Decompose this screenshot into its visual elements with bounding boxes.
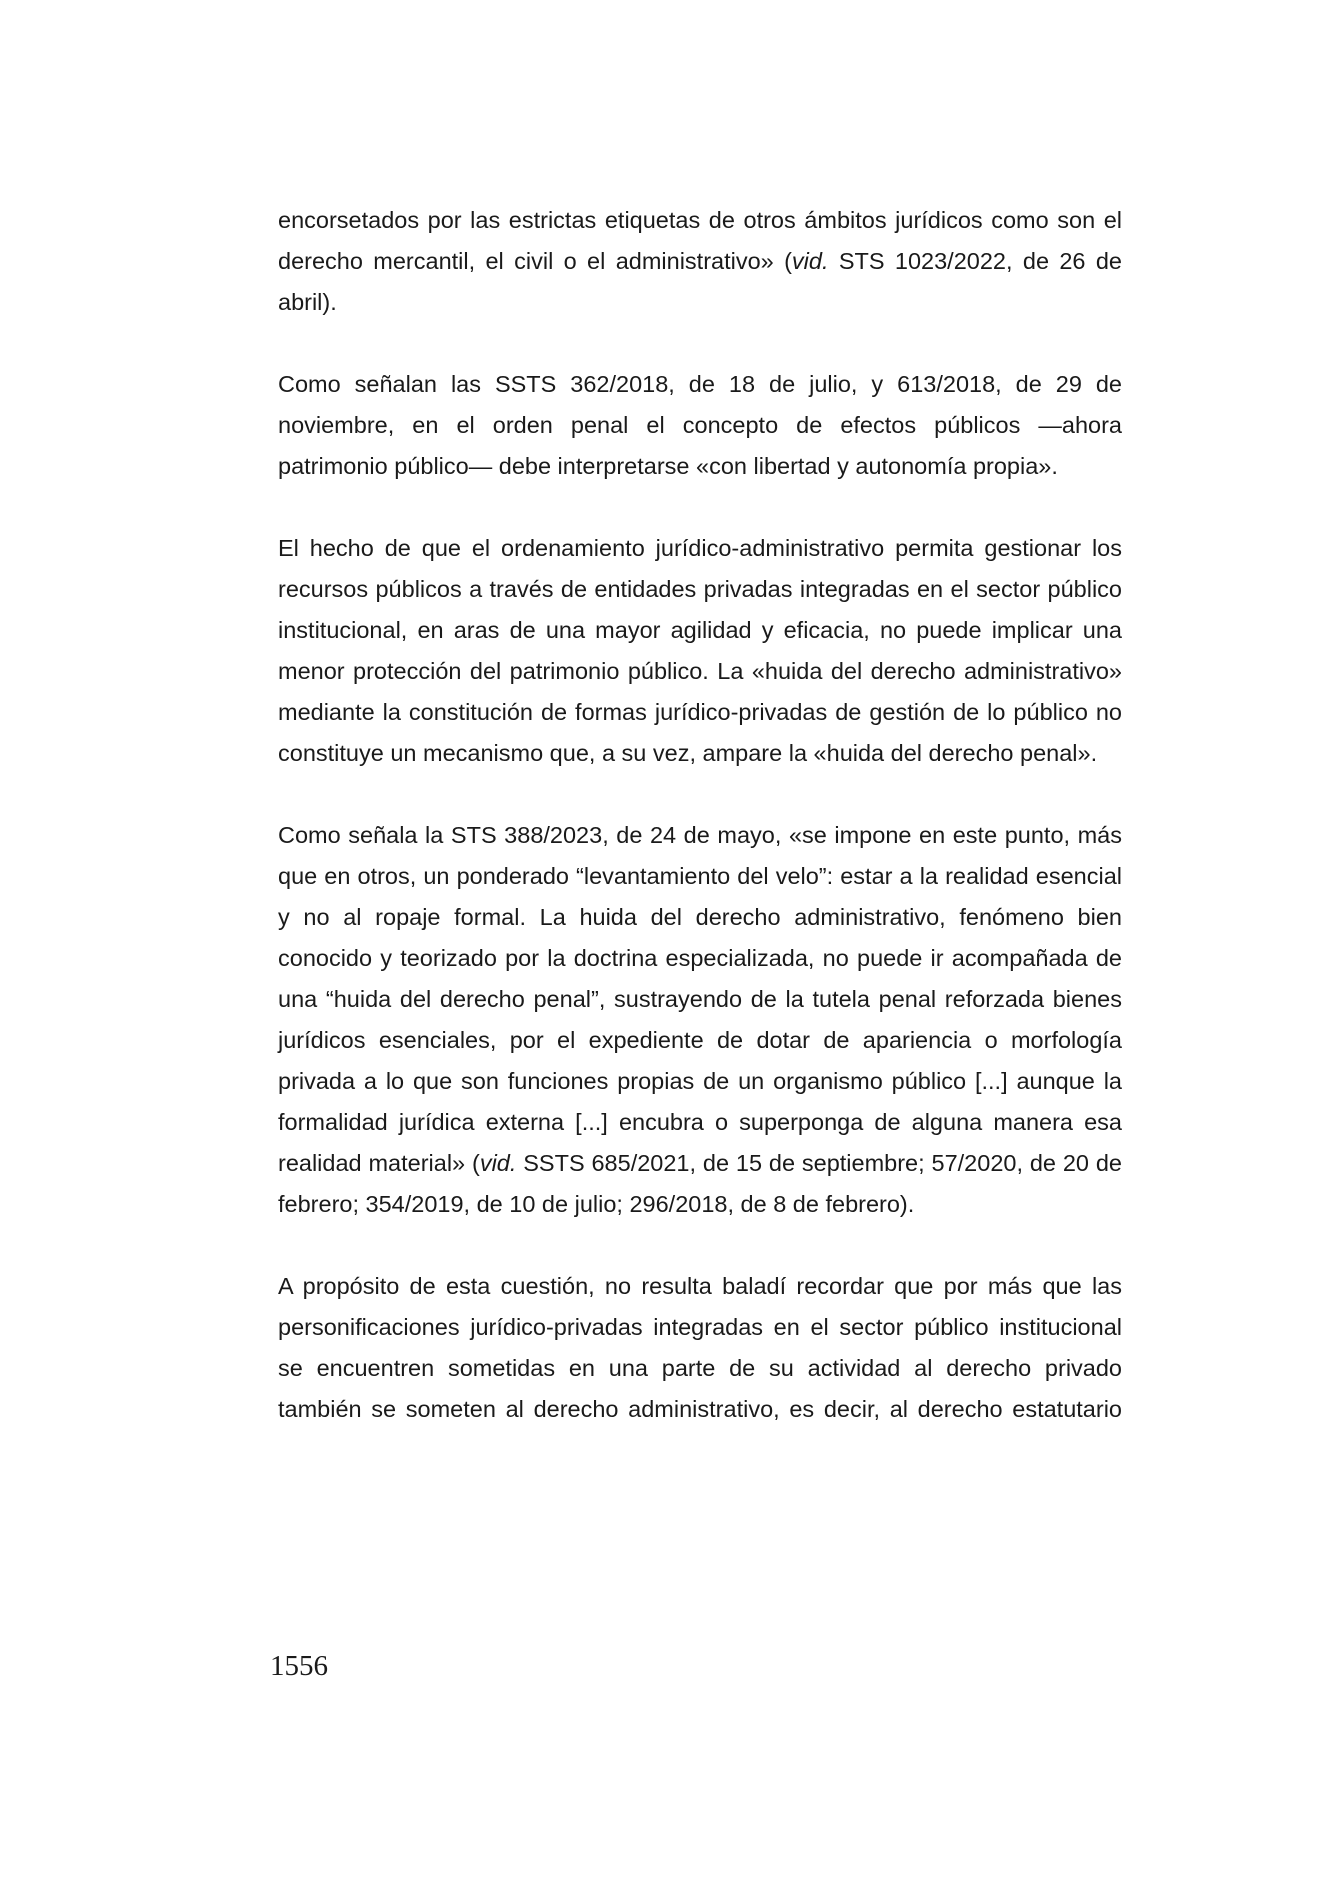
paragraph-5: A propósito de esta cuestión, no resulta baladí recordar que por más que las personificaciones jurídico-privadas integradas en el sector público institucional se encuentren sometidas en una parte de su actividad al derecho privado también se someten al derecho administrativo, es decir, al derecho estatutario: [278, 1273, 1122, 1422]
paragraph-2: Como señalan las SSTS 362/2018, de 18 de julio, y 613/2018, de 29 de noviembre, en el orden penal el concepto de efectos públicos —ahora patrimonio público— debe interpretarse «con libertad y autonomía propia».: [278, 371, 1122, 479]
paragraph-3: El hecho de que el ordenamiento jurídico-administrativo permita gestionar los recursos públicos a través de entidades privadas integradas en el sector público institucional, en aras de una mayor agilidad y eficacia, no puede implicar una menor protección del patrimonio público. La «huida del derecho administrativo» mediante la constitución de formas jurídico-privadas de gestión de lo público no constituye un mecanismo que, a su vez, ampare la «huida del derecho penal».: [278, 535, 1122, 766]
body-text: [278, 200, 1122, 1430]
paragraph-4: Como señala la STS 388/2023, de 24 de mayo, «se impone en este punto, más que en otros, un ponderado “levantamiento del velo”: estar a la realidad esencial y no al ropaje formal. La huida del derecho administrativo, fenómeno bien conocido y teorizado por la doctrina especializada, no puede ir acompañada de una “huida del derecho penal”, sustrayendo de la tutela penal reforzada bienes jurídicos esenciales, por el expediente de dotar de apariencia o morfología privada a lo que son funciones propias de un organismo público [...] aunque la formalidad jurídica externa [...] encubra o superponga de alguna manera esa realidad material» (vid. SSTS 685/2021, de 15 de septiembre; 57/2020, de 20 de febrero; 354/2019, de 10 de julio; 296/2018, de 8 de febrero).: [278, 822, 1122, 1217]
paragraph-1: encorsetados por las estrictas etiquetas de otros ámbitos jurídicos como son el derecho mercantil, el civil o el administrativo» (vid. STS 1023/2022, de 26 de abril).: [278, 207, 1122, 315]
page-number: 1556: [270, 1650, 328, 1682]
